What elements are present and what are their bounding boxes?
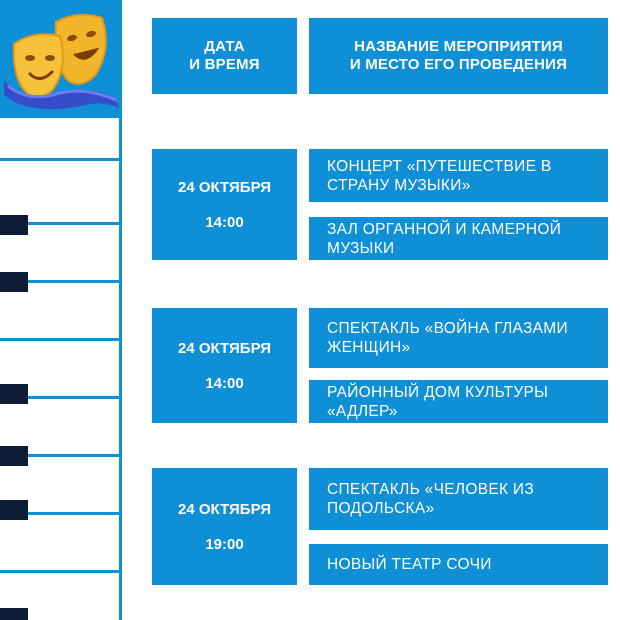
event-time: 14:00 <box>205 374 244 392</box>
event-date-cell <box>152 308 297 423</box>
event-title: СПЕКТАКЛЬ «ЧЕЛОВЕК ИЗ ПОДОЛЬСКА» <box>309 468 608 530</box>
sidebar-piano <box>0 0 122 620</box>
black-key <box>0 384 28 404</box>
event-place: РАЙОННЫЙ ДОМ КУЛЬТУРЫ «АДЛЕР» <box>309 380 608 423</box>
event-title: КОНЦЕРТ «ПУТЕШЕСТВИЕ В СТРАНУ МУЗЫКИ» <box>309 149 608 202</box>
event-date: 24 ОКТЯБРЯ <box>178 500 271 518</box>
event-date: 24 ОКТЯБРЯ <box>178 178 271 196</box>
black-key <box>0 446 28 466</box>
black-key <box>0 500 28 520</box>
event-date-cell <box>152 149 297 260</box>
key-line <box>0 570 122 573</box>
logo-panel <box>0 0 122 118</box>
divider-line <box>119 0 122 620</box>
event-date: 24 ОКТЯБРЯ <box>178 339 271 357</box>
key-line <box>0 158 122 161</box>
event-place: НОВЫЙ ТЕАТР СОЧИ <box>309 544 608 585</box>
theatre-masks-icon <box>4 8 120 112</box>
event-date-cell <box>152 468 297 585</box>
black-key <box>0 608 28 620</box>
header-date-time: ДАТА И ВРЕМЯ <box>152 18 297 94</box>
key-line <box>0 338 122 341</box>
event-title: СПЕКТАКЛЬ «ВОЙНА ГЛАЗАМИ ЖЕНЩИН» <box>309 308 608 368</box>
black-key <box>0 272 28 292</box>
event-time: 19:00 <box>205 535 244 553</box>
black-key <box>0 215 28 235</box>
event-place: ЗАЛ ОРГАННОЙ И КАМЕРНОЙ МУЗЫКИ <box>309 217 608 260</box>
header-event-place: НАЗВАНИЕ МЕРОПРИЯТИЯ И МЕСТО ЕГО ПРОВЕДЕНИЯ <box>309 18 608 94</box>
event-time: 14:00 <box>205 213 244 231</box>
